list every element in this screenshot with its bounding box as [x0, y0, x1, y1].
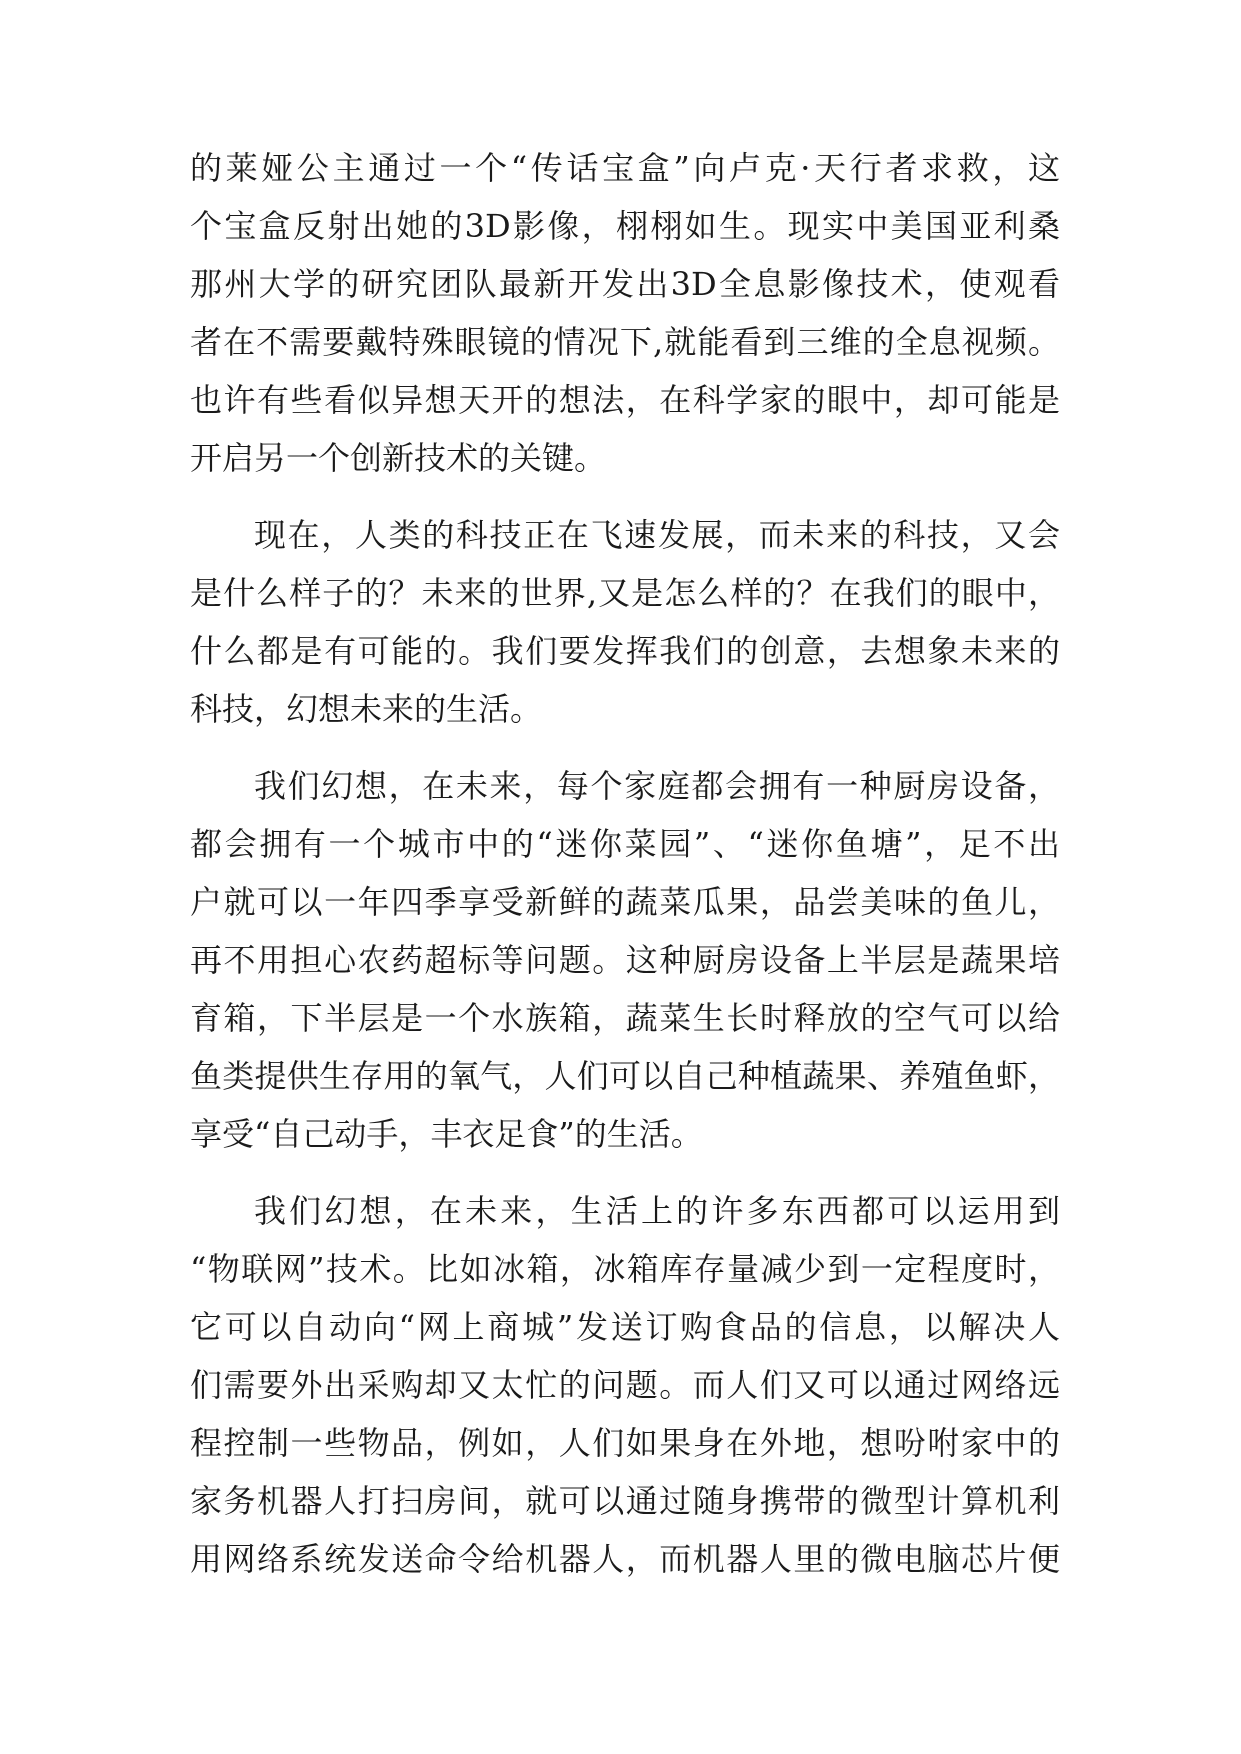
- text-line: 者在不需要戴特殊眼镜的情况下,就能看到三维的全息视频。: [190, 323, 1060, 361]
- text-line: 家务机器人打扫房间，就可以通过随身携带的微型计算机利: [190, 1482, 1060, 1520]
- text-line: 程控制一些物品，例如，人们如果身在外地，想吩咐家中的: [190, 1424, 1060, 1462]
- text-line: 什么都是有可能的。我们要发挥我们的创意，去想象未来的: [190, 632, 1060, 670]
- text-line: 那州大学的研究团队最新开发出3D全息影像技术，使观看: [190, 265, 1060, 303]
- text-line: 育箱，下半层是一个水族箱，蔬菜生长时释放的空气可以给: [190, 999, 1060, 1037]
- text-line: 再不用担心农药超标等问题。这种厨房设备上半层是蔬果培: [190, 941, 1060, 979]
- text-line: 享受“自己动手，丰衣足食”的生活。: [190, 1115, 703, 1153]
- paragraph-first-line: 现在，人类的科技正在飞速发展，而未来的科技，又会: [254, 516, 1060, 554]
- text-line: 都会拥有一个城市中的“迷你菜园”、“迷你鱼塘”，足不出: [190, 825, 1060, 863]
- text-line: 个宝盒反射出她的3D影像，栩栩如生。现实中美国亚利桑: [190, 207, 1060, 245]
- text-line: 它可以自动向“网上商城”发送订购食品的信息，以解决人: [190, 1308, 1060, 1346]
- text-line: 用网络系统发送命令给机器人，而机器人里的微电脑芯片便: [190, 1540, 1060, 1578]
- text-line: 开启另一个创新技术的关键。: [190, 439, 607, 477]
- text-line: 们需要外出采购却又太忙的问题。而人们又可以通过网络远: [190, 1366, 1060, 1404]
- paragraph-first-line: 我们幻想，在未来，生活上的许多东西都可以运用到: [254, 1192, 1060, 1230]
- text-line: 科技，幻想未来的生活。: [190, 690, 543, 728]
- text-line: 也许有些看似异想天开的想法，在科学家的眼中，却可能是: [190, 381, 1060, 419]
- text-line: 是什么样子的？未来的世界,又是怎么样的？在我们的眼中，: [190, 574, 1060, 612]
- text-line: “物联网”技术。比如冰箱，冰箱库存量减少到一定程度时，: [190, 1250, 1060, 1288]
- text-line: 户就可以一年四季享受新鲜的蔬菜瓜果，品尝美味的鱼儿，: [190, 883, 1060, 921]
- paragraph-first-line: 我们幻想，在未来，每个家庭都会拥有一种厨房设备，: [254, 767, 1060, 805]
- text-line: 鱼类提供生存用的氧气，人们可以自己种植蔬果、养殖鱼虾，: [190, 1057, 1060, 1095]
- text-line: 的莱娅公主通过一个“传话宝盒”向卢克·天行者求救，这: [190, 149, 1060, 187]
